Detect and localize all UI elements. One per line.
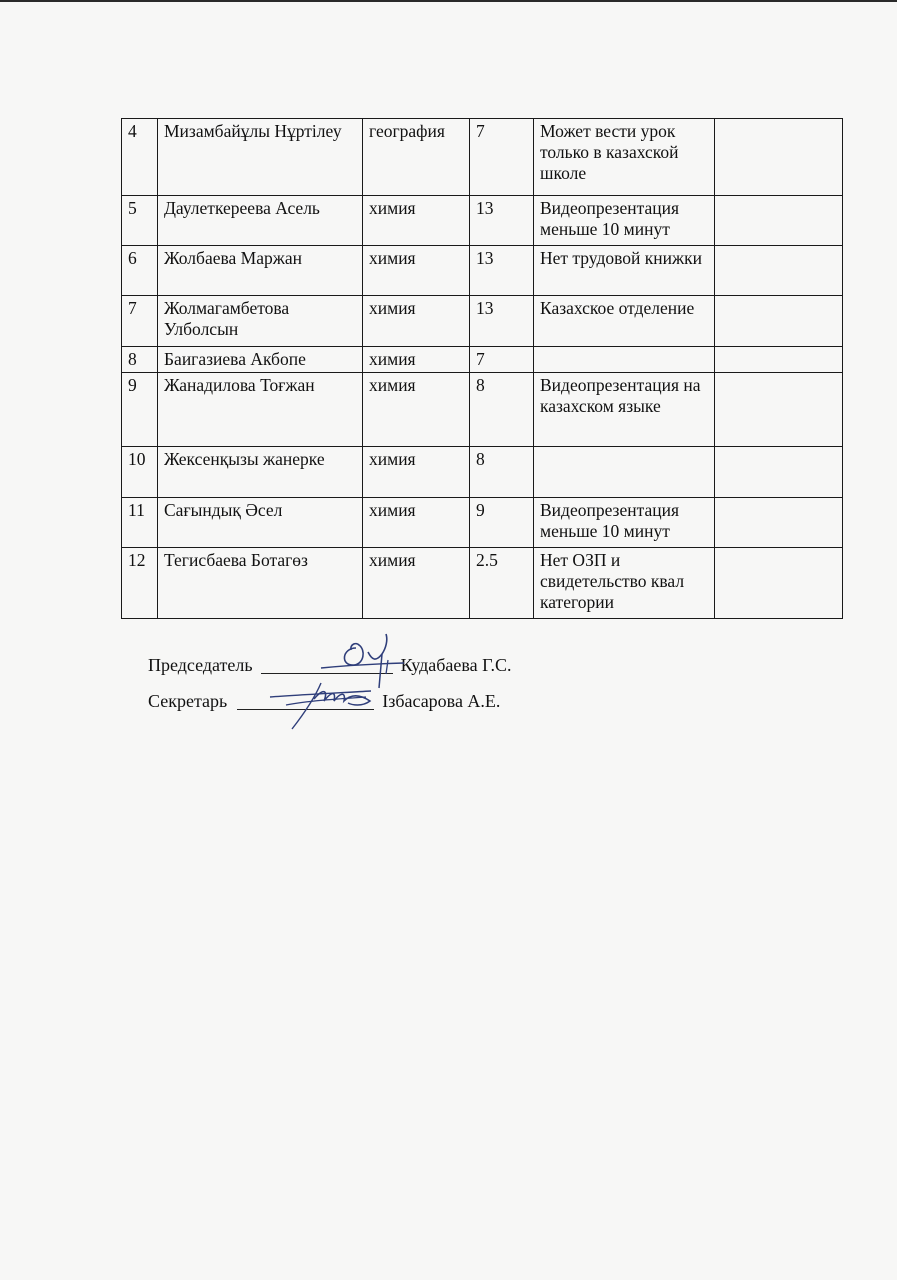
- row-number: 12: [122, 548, 158, 619]
- row-number: 10: [122, 447, 158, 498]
- subject: химия: [363, 246, 470, 296]
- row-number: 6: [122, 246, 158, 296]
- note: Нет ОЗП и свидетельство квал категории: [534, 548, 715, 619]
- signatures-block: [148, 655, 512, 727]
- hours: 9: [470, 498, 534, 548]
- candidate-name: Сағындық Әсел: [158, 498, 363, 548]
- secretary-line: [148, 691, 512, 727]
- candidate-name: Жолбаева Маржан: [158, 246, 363, 296]
- extra-cell: [715, 373, 843, 447]
- page-top-edge: [0, 0, 897, 2]
- table-row: [122, 119, 843, 196]
- table-row: [122, 447, 843, 498]
- extra-cell: [715, 347, 843, 373]
- hours: 8: [470, 447, 534, 498]
- candidates-table: [121, 118, 843, 619]
- table-row: [122, 498, 843, 548]
- chairman-role: Председатель: [148, 655, 253, 675]
- table-row: [122, 196, 843, 246]
- candidate-name: Даулеткереева Асель: [158, 196, 363, 246]
- row-number: 5: [122, 196, 158, 246]
- note: Видеопрезентация меньше 10 минут: [534, 498, 715, 548]
- row-number: 11: [122, 498, 158, 548]
- subject: химия: [363, 296, 470, 347]
- extra-cell: [715, 447, 843, 498]
- candidate-name: Тегисбаева Ботагөз: [158, 548, 363, 619]
- table-row: [122, 347, 843, 373]
- row-number: 4: [122, 119, 158, 196]
- subject: химия: [363, 548, 470, 619]
- row-number: 9: [122, 373, 158, 447]
- note: [534, 447, 715, 498]
- table-row: [122, 246, 843, 296]
- table-row: [122, 548, 843, 619]
- subject: химия: [363, 347, 470, 373]
- hours: 7: [470, 119, 534, 196]
- candidate-name: Жексенқызы жанерке: [158, 447, 363, 498]
- note: Видеопрезентация на казахском языке: [534, 373, 715, 447]
- subject: химия: [363, 447, 470, 498]
- secretary-role: Секретарь: [148, 691, 228, 711]
- note: Казахское отделение: [534, 296, 715, 347]
- hours: 8: [470, 373, 534, 447]
- secretary-name: Ізбасарова А.Е.: [382, 691, 501, 711]
- candidate-name: Жанадилова Тоғжан: [158, 373, 363, 447]
- note: Видеопрезентация меньше 10 минут: [534, 196, 715, 246]
- note: Нет трудовой книжки: [534, 246, 715, 296]
- row-number: 7: [122, 296, 158, 347]
- candidate-name: Мизамбайұлы Нұртілеу: [158, 119, 363, 196]
- hours: 2.5: [470, 548, 534, 619]
- candidate-name: Баигазиева Акбопе: [158, 347, 363, 373]
- subject: химия: [363, 373, 470, 447]
- note: Может вести урок только в казахской школе: [534, 119, 715, 196]
- hours: 7: [470, 347, 534, 373]
- subject: география: [363, 119, 470, 196]
- table-row: [122, 296, 843, 347]
- candidate-name: Жолмагамбетова Улболсын: [158, 296, 363, 347]
- chairman-name: Кудабаева Г.С.: [400, 655, 512, 675]
- extra-cell: [715, 196, 843, 246]
- note: [534, 347, 715, 373]
- extra-cell: [715, 119, 843, 196]
- extra-cell: [715, 498, 843, 548]
- extra-cell: [715, 548, 843, 619]
- table-row: [122, 373, 843, 447]
- subject: химия: [363, 498, 470, 548]
- secretary-signature: [266, 677, 381, 735]
- hours: 13: [470, 296, 534, 347]
- row-number: 8: [122, 347, 158, 373]
- hours: 13: [470, 196, 534, 246]
- subject: химия: [363, 196, 470, 246]
- hours: 13: [470, 246, 534, 296]
- extra-cell: [715, 246, 843, 296]
- extra-cell: [715, 296, 843, 347]
